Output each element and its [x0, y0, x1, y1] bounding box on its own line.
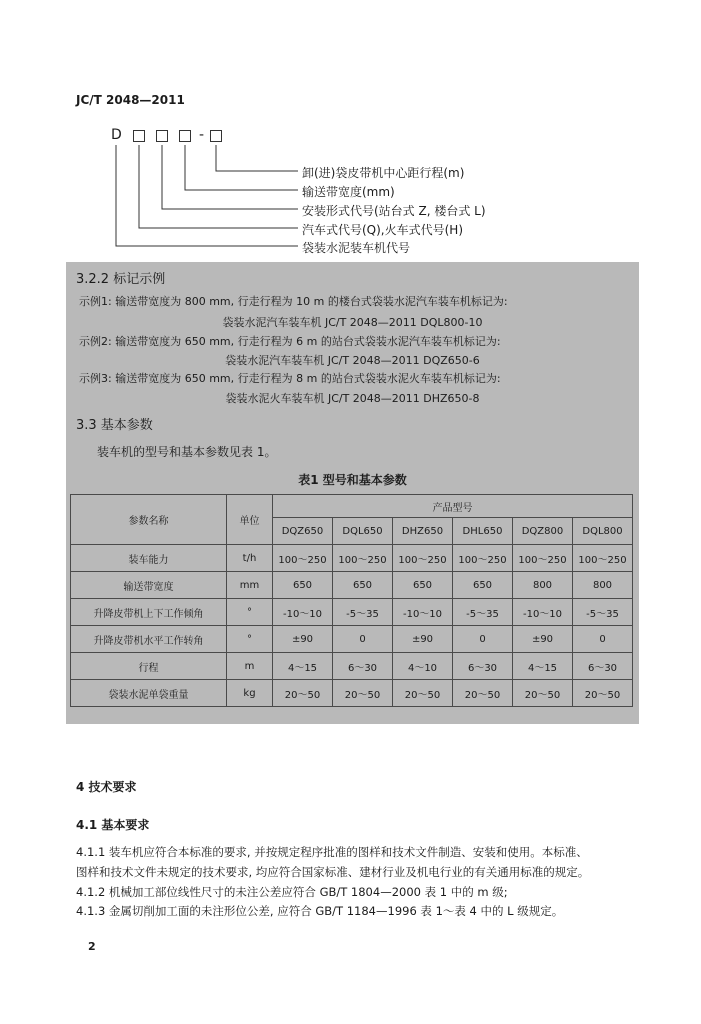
- table-row: [71, 545, 633, 572]
- value-cell: 6～30: [333, 653, 393, 680]
- value-cell: 100～250: [513, 545, 573, 572]
- example-3-mark: 袋装水泥火车装车机 JC/T 2048—2011 DHZ650-8: [225, 392, 480, 405]
- legend-vehicle-type: 汽车式代号(Q),火车式代号(H): [302, 223, 464, 237]
- value-cell: 650: [453, 572, 513, 599]
- table-row: [71, 680, 633, 707]
- value-cell: 20～50: [273, 680, 333, 707]
- example-1-text: 示例1: 输送带宽度为 800 mm, 行走行程为 10 m 的楼台式袋装水泥汽车装车机标记为:: [79, 295, 508, 308]
- table-header-row: [71, 495, 633, 518]
- row-name: 行程: [71, 653, 227, 680]
- value-cell: ±90: [273, 626, 333, 653]
- value-cell: ±90: [513, 626, 573, 653]
- value-cell: 20～50: [453, 680, 513, 707]
- row-name: 升降皮带机水平工作转角: [71, 626, 227, 653]
- value-cell: 20～50: [393, 680, 453, 707]
- model-parameter-table: [70, 494, 633, 707]
- value-cell: 20～50: [573, 680, 633, 707]
- row-name: 输送带宽度: [71, 572, 227, 599]
- row-unit: m: [227, 653, 273, 680]
- section-3-3-title: 3.3 基本参数: [76, 418, 153, 433]
- value-cell: -10～10: [393, 599, 453, 626]
- value-cell: 20～50: [513, 680, 573, 707]
- value-cell: ±90: [393, 626, 453, 653]
- code-dash: -: [199, 127, 205, 143]
- legend-belt-width: 输送带宽度(mm): [302, 185, 395, 199]
- header-product-models: 产品型号: [273, 495, 633, 518]
- table-caption: 表1 型号和基本参数: [298, 473, 407, 487]
- clause-4-1-1: 4.1.1 装车机应符合本标准的要求, 并按规定程序批准的图样和技术文件制造、安装和使用。本标准、: [76, 845, 588, 859]
- standard-code-header: JC/T 2048—2011: [76, 93, 185, 107]
- value-cell: -5～35: [453, 599, 513, 626]
- value-cell: 650: [393, 572, 453, 599]
- clause-4-1-3: 4.1.3 金属切削加工面的未注形位公差, 应符合 GB/T 1184—1996 表 1～表 4 中的 L 级规定。: [76, 904, 564, 918]
- value-cell: 650: [273, 572, 333, 599]
- value-cell: 6～30: [573, 653, 633, 680]
- value-cell: -5～35: [333, 599, 393, 626]
- value-cell: 800: [573, 572, 633, 599]
- example-1-mark: 袋装水泥汽车装车机 JC/T 2048—2011 DQL800-10: [222, 316, 483, 329]
- legend-machine-code: 袋装水泥装车机代号: [302, 241, 411, 255]
- value-cell: 4～15: [513, 653, 573, 680]
- row-name: 袋装水泥单袋重量: [71, 680, 227, 707]
- value-cell: 800: [513, 572, 573, 599]
- value-cell: 100～250: [453, 545, 513, 572]
- value-cell: 100～250: [273, 545, 333, 572]
- value-cell: -5～35: [573, 599, 633, 626]
- clause-4-1-1-cont: 图样和技术文件未规定的技术要求, 均应符合国家标准、建材行业及机电行业的有关通用标准的规定。: [76, 865, 590, 879]
- row-name: 装车能力: [71, 545, 227, 572]
- header-unit: 单位: [227, 495, 273, 545]
- header-param-name: 参数名称: [71, 495, 227, 545]
- model-cell: DHL650: [453, 518, 513, 545]
- value-cell: 100～250: [333, 545, 393, 572]
- example-3-text: 示例3: 输送带宽度为 650 mm, 行走行程为 8 m 的站台式袋装水泥火车装车机标记为:: [79, 372, 501, 385]
- value-cell: 100～250: [573, 545, 633, 572]
- value-cell: 0: [453, 626, 513, 653]
- value-cell: 650: [333, 572, 393, 599]
- value-cell: -10～10: [513, 599, 573, 626]
- table-row: [71, 653, 633, 680]
- model-cell: DQZ800: [513, 518, 573, 545]
- clause-4-1-2: 4.1.2 机械加工部位线性尺寸的未注公差应符合 GB/T 1804—2000 表 1 中的 m 级;: [76, 885, 508, 899]
- model-cell: DHZ650: [393, 518, 453, 545]
- code-prefix: D: [111, 127, 122, 143]
- table-row: [71, 572, 633, 599]
- section-3-3-intro: 装车机的型号和基本参数见表 1。: [97, 445, 277, 459]
- value-cell: 0: [333, 626, 393, 653]
- table-row: [71, 626, 633, 653]
- value-cell: -10～10: [273, 599, 333, 626]
- table-row: [71, 599, 633, 626]
- legend-install-type: 安装形式代号(站台式 Z, 楼台式 L): [302, 204, 486, 218]
- value-cell: 4～10: [393, 653, 453, 680]
- legend-travel-distance: 卸(进)袋皮带机中心距行程(m): [302, 166, 465, 180]
- example-2-text: 示例2: 输送带宽度为 650 mm, 行走行程为 6 m 的站台式袋装水泥汽车装车机标记为:: [79, 335, 501, 348]
- row-name: 升降皮带机上下工作倾角: [71, 599, 227, 626]
- model-cell: DQZ650: [273, 518, 333, 545]
- row-unit: mm: [227, 572, 273, 599]
- section-4-1-title: 4.1 基本要求: [76, 818, 150, 832]
- row-unit: t/h: [227, 545, 273, 572]
- value-cell: 4～15: [273, 653, 333, 680]
- row-unit: kg: [227, 680, 273, 707]
- section-4-title: 4 技术要求: [76, 780, 137, 794]
- value-cell: 0: [573, 626, 633, 653]
- model-cell: DQL650: [333, 518, 393, 545]
- page-number: 2: [88, 940, 96, 953]
- value-cell: 20～50: [333, 680, 393, 707]
- value-cell: 100～250: [393, 545, 453, 572]
- example-2-mark: 袋装水泥汽车装车机 JC/T 2048—2011 DQZ650-6: [225, 354, 480, 367]
- section-3-2-2-title: 3.2.2 标记示例: [76, 272, 166, 287]
- model-cell: DQL800: [573, 518, 633, 545]
- row-unit: °: [227, 626, 273, 653]
- row-unit: °: [227, 599, 273, 626]
- value-cell: 6～30: [453, 653, 513, 680]
